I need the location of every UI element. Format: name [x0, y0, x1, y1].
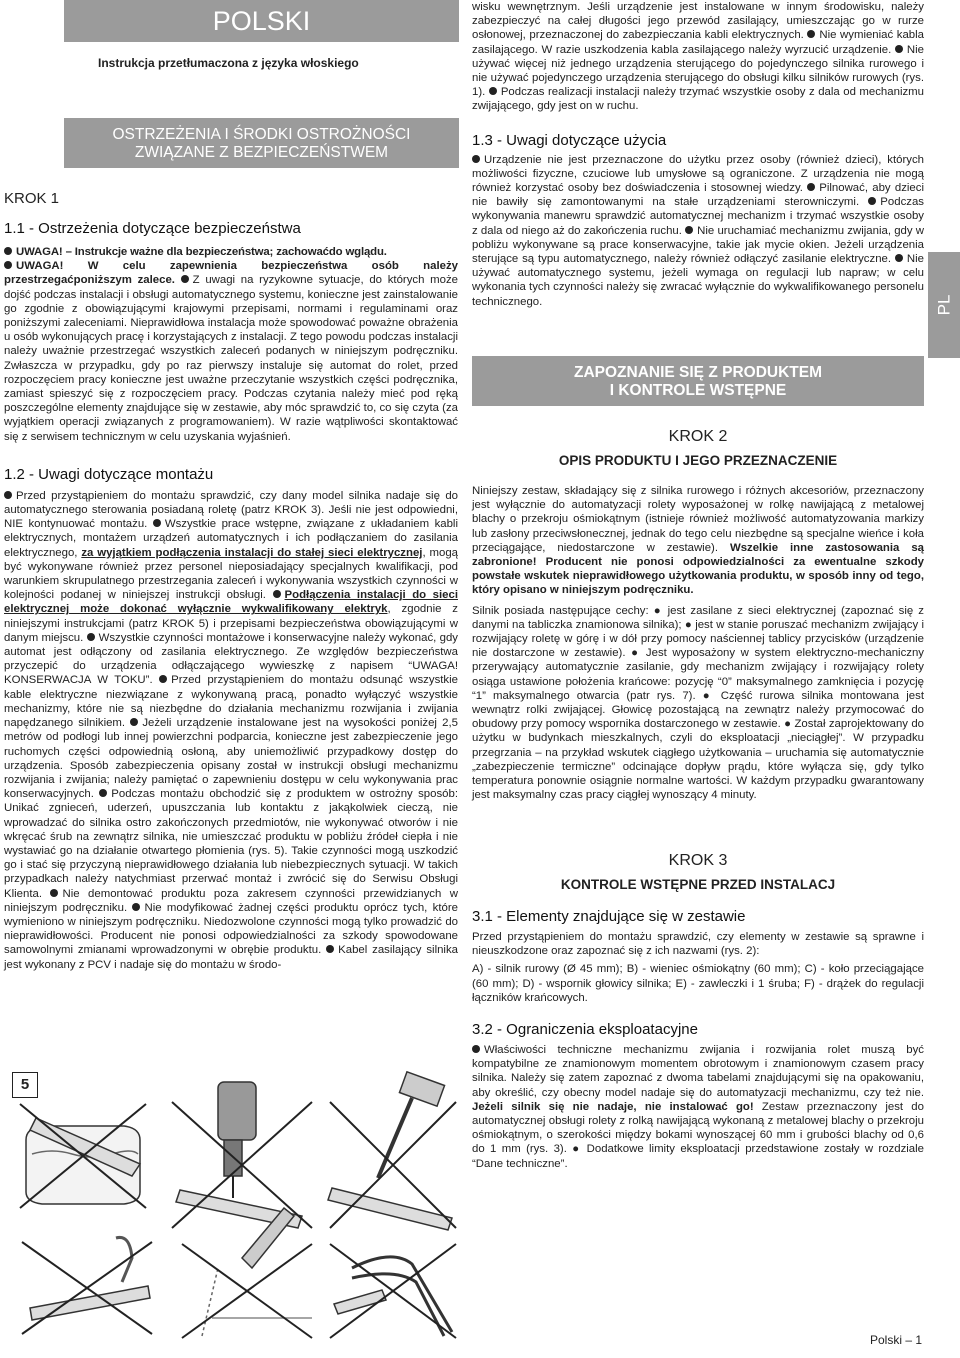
- p2j: Nie demontować produktu poza zakresem czynności przewidzianych w niniejszym podręczniku.: [4, 887, 458, 914]
- p3b: Nie wymieniać kabla zasilającego. W razie uszkodzenia kabla zasilającego należy wyrzucić urządzenie.: [472, 29, 924, 56]
- p4d: Nie uruchamiać mechanizmu zwijania, gdy w pobliżu wykonywane są prace konserwacyjne, takie jak mycie okien. Jeżeli urządzenia sterujące są typu automatycznego, należy również odłączyć zasilanie elektryczne.: [472, 224, 925, 266]
- heading-3-2: 3.2 - Ograniczenia eksploatacyjne: [472, 1021, 698, 1039]
- right-column-bottom: [472, 484, 924, 802]
- bullet-icon: [807, 183, 815, 191]
- p3d: Podczas realizacji instalacji należy trzymać wszystkie osoby z dala od mechanizmu zwijającego, gdy jest on w ruchu.: [472, 86, 924, 113]
- p2b-underline: za wyjątkiem podłączenia instalacji do stałej sieci elektrycznej: [81, 546, 423, 559]
- figure-number: 5: [20, 1076, 30, 1093]
- heading-3-1: 3.1 - Elementy znajdujące się w zestawie: [472, 908, 746, 925]
- figure-5: [12, 1068, 458, 1342]
- warning-2-paragraph: [4, 259, 458, 444]
- p2k: Nie modyfikować żadnej części produktu oprócz tych, które wymieniono w niniejszym podręczniku. Niedozwolone czynności mogą tylko prowadzić do nieprawidłowości. Producent nie ponosi odpowiedzialności za szkody spowodowane samowolnymi zmianami wprowadzonymi w obrębie produktu.: [4, 901, 459, 957]
- left-column-text: [4, 220, 458, 972]
- right-column-krok3: [472, 908, 924, 1171]
- bullet-icon: [132, 903, 140, 911]
- paragraph-1-3: [472, 153, 924, 309]
- bullet-icon: [472, 155, 480, 163]
- product-band-line1: ZAPOZNANIE SIĘ Z PRODUKTEM: [573, 364, 822, 381]
- bullet-icon: [472, 1045, 480, 1053]
- language-title: POLSKI: [212, 6, 311, 36]
- paragraph-krok2: [472, 484, 924, 598]
- heading-1-2: 1.2 - Uwagi dotyczące montażu: [4, 465, 214, 483]
- warning-2-text: UWAGA! W celu zapewnienia bezpieczeństwa osób należy przestrzegaćponiższym zalece.: [4, 260, 458, 287]
- p4e: Nie używać automatycznego systemu, jeżeli wymaga on regulacji lub napraw; w celu wykonania tych czynności należy się zwracać wyłącznie do wykwalifikowanego personelu technicznego.: [472, 253, 924, 308]
- product-band-line2: I KONTROLE WSTĘPNE: [609, 382, 787, 399]
- p2d-underline: Podłączenia instalacji do sieci elektrycznej może dokonać wyłącznie wykwalifikowany elektryk: [4, 589, 458, 616]
- krok2-title: OPIS PRODUKTU I JEGO PRZEZNACZENIE: [558, 453, 838, 468]
- motor-in-water-icon: [20, 1104, 146, 1208]
- paragraph-1-2: [4, 489, 458, 972]
- bullet-icon: [159, 675, 167, 683]
- p2g: Przed przystąpieniem do montażu odsunąć wszystkie kable elektryczne niezwiązane z wykonywaną pracą, ponadto wyłączyć wszystkie mechanizmy, które nie są niezbędne do działania mechanizmu rozwijania i zwijania napędzanego silnikiem.: [4, 674, 458, 730]
- bullet-icon: [99, 789, 107, 797]
- bullet-icon: [326, 945, 334, 953]
- paragraph-3-2: [472, 1043, 924, 1171]
- krok2-label: KROK 2: [668, 428, 728, 445]
- krok3-title: KONTROLE WSTĘPNE PRZED INSTALACJ: [560, 877, 836, 892]
- p2h: Jeżeli urządzenie instalowane jest na wysokości poniżej 2,5 metrów od podłogi lub innej powierzchni podparcia, konieczne jest zabezpieczenie jego ruchomych części odpowiednią osłoną, aby uniemożliwić przypadkowy dostęp do urządzenia. Sposób zabezpieczenia opisany został w instrukcji obsługi mechanizmu rozwijania i zwijania; należy pamiętać o zapewnieniu dostępu w celu wykonywania prac konserwacyjnych.: [4, 717, 459, 801]
- bullet-icon: [489, 87, 497, 95]
- heading-1-1: 1.1 - Ostrzeżenia dotyczące bezpieczeństwa: [4, 220, 301, 237]
- paragraph-3-1-list: A) - silnik rurowy (Ø 45 mm); B) - wieniec ośmiokątny (60 mm); C) - koło przeciągające (60 mm); D) - wspornik głowicy silnika; E) - zawleczki i 1 śruba; F) - drążek do regulacji łączników krańcowych.: [472, 963, 924, 1004]
- right-column-top: [472, 0, 924, 309]
- pliers-on-motor-icon: [330, 1244, 456, 1338]
- bullet-icon: [4, 491, 12, 499]
- subtitle: Instrukcja przetłumaczona z języka włoskiego: [98, 56, 359, 70]
- bullet-icon: [50, 889, 58, 897]
- bullet-icon: [895, 254, 903, 262]
- krok1-label: KROK 1: [4, 190, 60, 207]
- bullet-icon: [273, 590, 281, 598]
- warning-1: [4, 245, 458, 259]
- p8c: Zestaw przeznaczony jest do automatycznej obsługi rolety z rolką nawijającą wykonaną z metalowej blachy o przekroju ośmiokątnym, o szerokości między bokami wynoszącej 60 mm i grubości blachy od 0,6 do 1 mm (rys. 3). ● Dodatkowe limity eksploatacji przedstawione zostały w rozdziale “Dane techniczne”.: [472, 1100, 924, 1170]
- p5: Niniejszy zestaw, składający się z silnika rurowego i różnych akcesoriów, przeznaczony jest wyłącznie do automatyzacji rolety wyposażonej w rolkę nawijającą z metalowej blachy o przekroju ośmiokątnym (istnieje również możliwość automatyzowania markizy lub zasłony przeciwsłonecznej, jednak do tego celu niezbędne są specjalne wieńce i koła przeciągające, niedostarczone w zestawie).: [472, 485, 924, 554]
- paragraph-cable: [472, 0, 924, 114]
- krok3-label: KROK 3: [668, 852, 728, 869]
- p4: Urządzenie nie jest przeznaczone do użytku przez osoby (również dzieci), których możliwości fizyczne, czuciowe lub umysłowe są ograniczone. Z urządzenia nie mogą również korzystać osoby bez doświadczenia i stosownej wiedzy.: [472, 153, 924, 195]
- bullet-icon: [153, 519, 161, 527]
- side-tab: [928, 252, 960, 358]
- p2b: Wszystkie prace wstępne, związane z układaniem kabli elektrycznych, montażem urządzeń automatycznych i ich podłączaniem do zasilania elektrycznego,: [4, 518, 458, 559]
- paragraph-1-1: Z uwagi na ryzykowne sytuacje, do których może dojść podczas instalacji i obsługi automatycznego systemu, konieczne jest zainstalowanie go zgodnie z obowiązującymi krajowymi przepisami, normami i regulaminami oraz poniższymi zaleceniami. Nieprawidłowa instalacja może spowodować poważne obrażenia u osób wykonujących pracę i korzystających z instalacji. Z tego powodu podczas instalacji należy uważnie przestrzegać wszystkich zaleceń podanych w niniejszym podręczniku. Zwłaszcza w przypadku, gdy po raz pierwszy instaluje się automat do rolet, przed rozpoczęciem pracy konieczne jest uważne przeczytanie wszystkich części podręcznika, zamiast spieszyć się z rozpoczęciem pracy. Podczas czytania należy mieć pod ręką poszczególne elementy znajdujące się w zestawie, aby móc sprawdzić to, co się czyta (za wyjątkiem operacji związanych z programowaniem). W razie wątpliwości skontaktować się z serwisem technicznym w celu uzyskania wyjaśnień.: [4, 274, 458, 443]
- p2e: , zgodnie z niniejszymi instrukcjami (patrz KROK 5) i przepisami bezpieczeństwa obowiązującymi w danym miejscu.: [4, 603, 458, 644]
- bullet-icon: [4, 247, 12, 255]
- p3: wisku wewnętrznym. Jeśli urządzenie jest instalowane w innym środowisku, należy zabezpieczyć na całej długości jego przewód zasilający, umieszczając go w rurze osłonowej, przeznaczonej do zabezpieczania kabli elektrycznych.: [472, 1, 924, 42]
- page-number: Polski – 1: [869, 1333, 922, 1347]
- safety-band-line1: OSTRZEŻENIA I ŚRODKI OSTROŻNOŚCI: [112, 126, 411, 143]
- p2c: , mogą być wykonywane również przez personel nieposiadający specjalnych kwalifikacji, pod warunkiem skrupulatnego przestrzegania zaleceń i wykonywania wszystkich czynności w kolejności podanej w niniejszej instrukcji obsługi.: [4, 546, 458, 602]
- bullet-icon: [868, 197, 876, 205]
- paragraph-features: Silnik posiada następujące cechy: ● jest zasilane z sieci elektrycznej (zapoznać się z danymi na tabliczka znamionowa silnika); ● jest w stanie poruszać mechanizm zwijający i rozwijający roletę w górę i w dół przy pomocy naściennej tablicy przycisków (urządzenie nie dostarczone w zestawie). ● Jest wyposażony w system elektryczno-mechaniczny przerywający automatycznie zasilanie, gdy mechanizm zwijający i rozwijający rolety osiąga ustawione położenia krańcowe: pozycję “0” maksymalnego zamknięcia i pozycję “1” maksymalnego otwarcia (patr rys. 7). ● Część rurowa silnika montowana jest wewnątrz rolki zwijającej. Głowicę pozostającą na zewnątrz należy przymocować do obudowy przy pomocy wspornika dostarczonego w zestawie. ● Został zaprojektowany do użytku w budynkach mieszkalnych, czyli do eksploatacji „nieciągłej”. W przypadku przegrzania – na przykład wskutek ciągłego użytkowania – uruchamia się automatycznie „zabezpieczenie termiczne” odcinające dopływ prądu, które wyłącza się, gdy tylko temperatura ponownie osiągnie normalne wartości. W każdym przypadku gwarantowany jest maksymalny czas pracy ciągłej wynoszący 4 minuty.: [472, 604, 924, 802]
- heading-1-3: 1.3 - Uwagi dotyczące użycia: [472, 131, 667, 149]
- p4b: Pilnować, aby dzieci nie bawiły się zamontowanymi na stałe urządzeniami sterowniczymi.: [472, 182, 924, 209]
- safety-section-band: [64, 118, 459, 168]
- figure-number-box: [12, 1072, 38, 1098]
- p8: Właściwości techniczne mechanizmu zwijania i rozwijania rolet muszą być kompatybilne ze znamionowym momentem obrotowym i znamionowym czasem pracy silnika. Należy się zatem zapoznać z dwoma tabelami znajdującymi się na opakowaniu, aby określić, czy obecny model nadaje się do automatyzacji mechanizmu, czy też nie.: [472, 1044, 924, 1099]
- warning-1-text: UWAGA! – Instrukcje ważne dla bezpieczeństwa; zachowaćdo wglądu.: [16, 246, 387, 258]
- bullet-icon: [130, 718, 138, 726]
- figure-5-illustration: [12, 1068, 458, 1342]
- p5b: Wszelkie inne zastosowania są zabronione! Producent nie ponosi odpowiedzialności za ewentualne szkody powstałe wskutek nieprawidłowego użytkowania produktu, w sposób inny od tego, który opisano w niniejszym podręczniku.: [472, 541, 924, 597]
- screwdriver-on-motor-icon: [22, 1237, 152, 1334]
- bullet-icon: [4, 261, 12, 269]
- paragraph-3-1: Przed przystąpieniem do montażu sprawdzić, czy elementy w zestawie są sprawne i nieuszkodzone oraz zapoznać się z ich nazwami (rys. 2):: [472, 931, 924, 958]
- p8b: Jeżeli silnik się nie nadaje, nie instalować go!: [472, 1100, 754, 1113]
- p2l: Kabel zasilający silnika jest wykonany z PCV i nadaje się do montażu w środo-: [4, 944, 458, 971]
- p2f: Wszystkie czynności montażowe i konserwacyjne należy wykonać, gdy automat jest odłączony od zasilania elektrycznego. Ze względów bezpieczeństwa przyczepić do urządzenia odłączającego wywieszkę z napisem “UWAGA! KONSERWACJA W TOKU”.: [4, 631, 458, 687]
- drill-on-motor-icon: [172, 1082, 312, 1228]
- p4c: Podczas wykonywania manewru sprawdzić automatycznej mechanizm i trzymać wszystkie osoby z dala od niego aż do zakończenia ruchu.: [472, 196, 924, 237]
- bullet-icon: [895, 45, 903, 53]
- bullet-icon: [807, 30, 815, 38]
- p2a: Przed przystąpieniem do montażu sprawdzić, czy dany model silnika nadaje się do automatycznego sterowania posiadaną roletę (patrz KROK 3). Jeśli nie jest odpowiedni, NIE kontynuować montażu.: [4, 489, 458, 531]
- p2i: Podczas montażu obchodzić się z produktem w ostrożny sposób: Unikać zgnieceń, uderzeń, upuszczania lub kontaktu z jakąkolwiek cieczą, nie wprowadzać do silnika ostro zakończonych przedmiotów, nie wykonywać otworów i nie wkręcać śrub na zewnątrz silnika, nie umieszczać produktu w pobliżu źródeł ciepła i nie wystawiać go na działanie otwartego płomienia (rys. 5). Takie czynności mogą uszkodzić go i stać się przyczyną nieprawidłowego działania lub niebezpiecznych sytuacji. W takich przypadkach należy natychmiast przerwać montaż i zwrócić się do Serwisu Obsługi Klienta.: [4, 788, 458, 900]
- safety-band-line2: ZWIĄZANE Z BEZPIECZEŃSTWEM: [134, 144, 389, 161]
- bullet-icon: [181, 275, 189, 283]
- hammer-on-motor-icon: [328, 1072, 456, 1230]
- side-tab-label: PL: [933, 294, 953, 316]
- product-section-band: [472, 356, 924, 406]
- bullet-icon: [685, 226, 693, 234]
- language-title-band: [64, 0, 459, 42]
- bullet-icon: [87, 633, 95, 641]
- p3c: Nie używać więcej niż jednego urządzenia sterującego do pojedynczego silnika rurowego i nie używać pojedynczego urządzenia sterującego do obsługi kilku silników rurowych (rys. 1).: [472, 43, 924, 99]
